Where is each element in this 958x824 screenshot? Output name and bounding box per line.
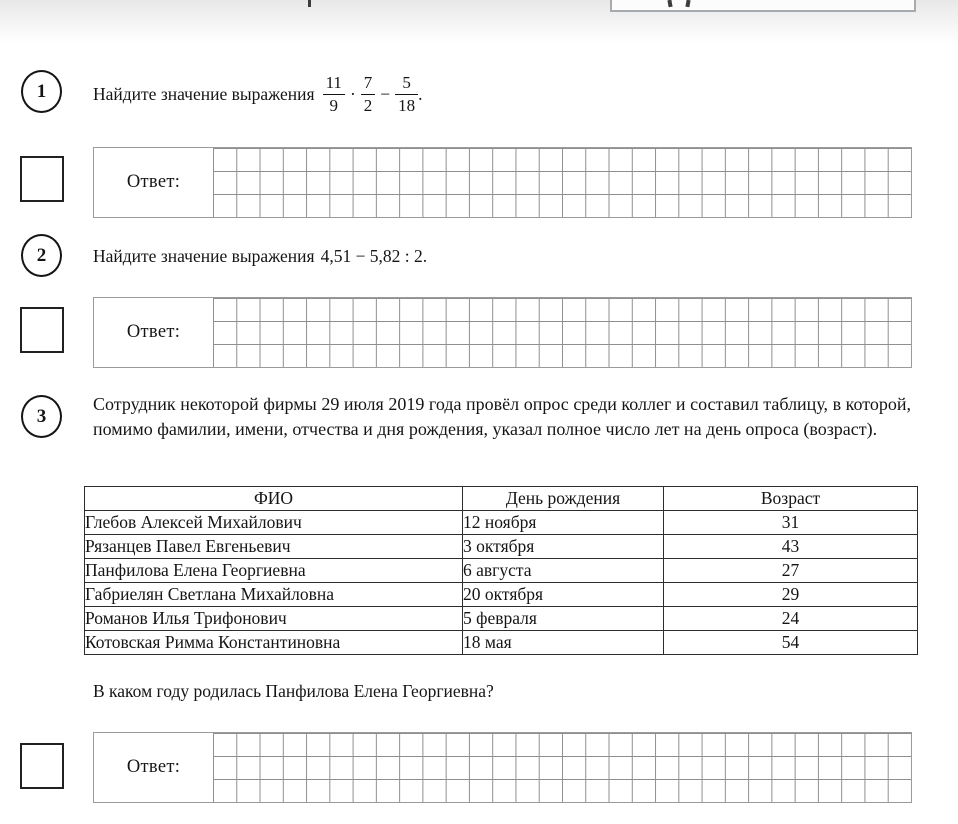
- cell-birthday: 5 февраля: [463, 607, 664, 631]
- answer-label: Ответ:: [126, 172, 181, 192]
- table-row: [85, 631, 918, 655]
- table-header-row: [85, 487, 918, 511]
- cell-age: 24: [664, 607, 918, 631]
- cell-age: 31: [664, 511, 918, 535]
- cell-name: Котовская Римма Константиновна: [85, 631, 463, 655]
- question-3-intro: Сотрудник некоторой фирмы 29 июля 2019 года провёл опрос среди коллег и составил таблицу, в которой, помимо фамилии, имени, отчества и дня рождения, указал полное число лет на день опроса (возраст).: [93, 394, 911, 439]
- cell-birthday: 3 октября: [463, 535, 664, 559]
- answer-block-1: [93, 147, 912, 218]
- clipped-text-fragment: [308, 0, 311, 7]
- question-3-subquestion: В каком году родилась Панфилова Елена Георгиевна?: [93, 681, 494, 701]
- score-box-3: [20, 743, 64, 789]
- question-3-number: 3: [36, 405, 47, 427]
- cell-age: 43: [664, 535, 918, 559]
- question-2-number-circle: [21, 234, 62, 277]
- cell-name: Романов Илья Трифонович: [85, 607, 463, 631]
- header-fio: ФИО: [85, 487, 463, 511]
- cell-age: 27: [664, 559, 918, 583]
- fraction-2-numerator: 7: [361, 73, 376, 94]
- fraction-3: [395, 73, 418, 114]
- answer-label: Ответ:: [126, 757, 181, 777]
- question-1-prompt: Найдите значение выражения: [93, 83, 315, 104]
- question-2-prompt: Найдите значение выражения: [93, 245, 315, 266]
- fraction-1: [323, 73, 345, 114]
- table-row: [85, 535, 918, 559]
- header-age: Возраст: [664, 487, 918, 511]
- fraction-2: [361, 73, 376, 114]
- answer-grid-2: [213, 298, 911, 367]
- multiply-operator: ·: [349, 83, 356, 104]
- expression-period: .: [418, 83, 423, 104]
- question-1-number-circle: [21, 70, 62, 113]
- question-1-line: [93, 66, 933, 122]
- fraction-3-denominator: 18: [398, 95, 416, 115]
- cell-birthday: 18 мая: [463, 631, 664, 655]
- question-1-expression: [323, 73, 423, 114]
- table-row: [85, 511, 918, 535]
- employee-table: [84, 486, 918, 655]
- table-row: [85, 583, 918, 607]
- cell-age: 54: [664, 631, 918, 655]
- score-box-2: [20, 307, 64, 353]
- question-1-number: 1: [36, 80, 47, 102]
- header-birthday: День рождения: [463, 487, 664, 511]
- answer-grid-3: [213, 733, 911, 802]
- fraction-3-numerator: 5: [395, 73, 418, 94]
- question-3-number-circle: [21, 395, 62, 438]
- table-row: [85, 607, 918, 631]
- cell-name: Панфилова Елена Георгиевна: [85, 559, 463, 583]
- fraction-2-denominator: 2: [363, 95, 373, 115]
- answer-block-2: [93, 297, 912, 368]
- cell-age: 29: [664, 583, 918, 607]
- score-box-1: [20, 156, 64, 202]
- minus-operator: −: [380, 83, 391, 104]
- cell-birthday: 12 ноября: [463, 511, 664, 535]
- cell-name: Глебов Алексей Михайлович: [85, 511, 463, 535]
- cell-name: Габриелян Светлана Михайловна: [85, 583, 463, 607]
- question-2-number: 2: [36, 244, 47, 266]
- answer-grid-1: [213, 148, 911, 217]
- cell-birthday: 6 августа: [463, 559, 664, 583]
- fraction-1-denominator: 9: [329, 95, 338, 115]
- answer-label: Ответ:: [126, 322, 181, 342]
- cell-name: Рязанцев Павел Евгеньевич: [85, 535, 463, 559]
- fraction-1-numerator: 11: [323, 73, 345, 94]
- table-row: [85, 559, 918, 583]
- cell-birthday: 20 октября: [463, 583, 664, 607]
- question-2-line: [93, 238, 933, 274]
- answer-block-3: [93, 732, 912, 803]
- question-2-expression: 4,51 − 5,82 : 2.: [320, 245, 428, 266]
- clipped-header-box: [610, 0, 916, 12]
